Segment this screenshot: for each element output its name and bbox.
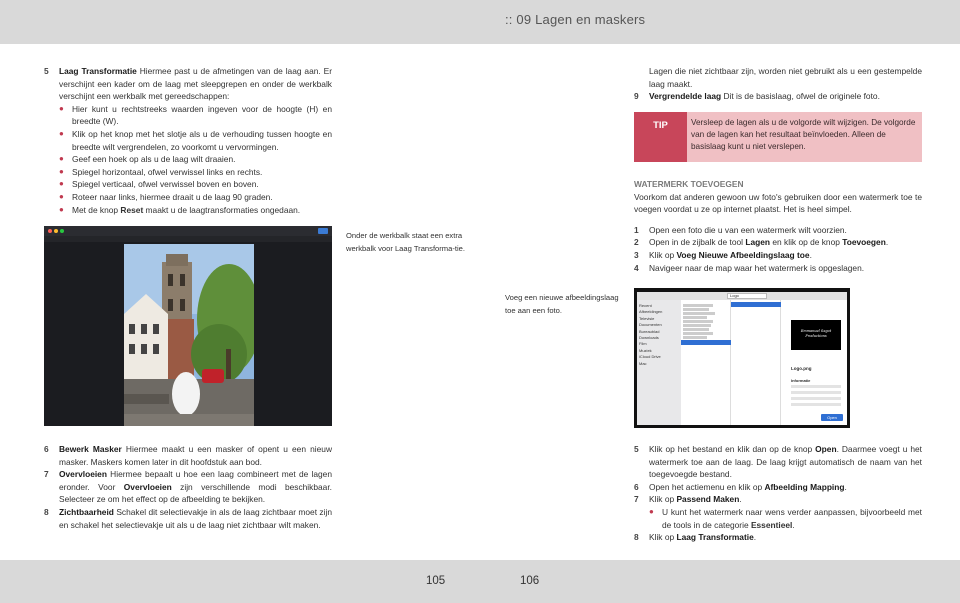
open-button[interactable]: Open (821, 414, 843, 421)
term: Laag Transformatie (59, 66, 137, 76)
left-page-bottom-text (44, 443, 332, 531)
list-item-8b: 8 Klik op Laag Transformatie. (634, 532, 757, 543)
sidebar-item[interactable]: Bureaublad (639, 328, 660, 334)
folder-popup[interactable]: Logo (727, 293, 767, 299)
bullet-item: ● U kunt het watermerk naar wens verder aanpassen, bijvoorbeeld met de tools in de categorie Essentieel. (649, 506, 922, 530)
chapter-title: :: 09 Lagen en maskers (505, 12, 646, 27)
file-dialog-screenshot (634, 288, 850, 428)
steps-list (634, 224, 922, 274)
bullet-item: ● Spiegel horizontaal, ofwel verwissel links en rechts. (59, 166, 263, 177)
watermark-section (634, 178, 922, 274)
sidebar-item[interactable]: Muziek (639, 347, 652, 353)
list-item-7: 7 Overvloeien Hiermee bepaalt u hoe een laag combineert met de lagen eronder. Voor Overvloeien zijn verschillende modi beschikbaar. Selecteer ze om het effect op de afbeelding te bekijken. (44, 469, 332, 505)
step-item: 4 Navigeer naar de map waar het watermerk is opgeslagen. (634, 262, 865, 273)
tip-label: TIP (634, 112, 687, 162)
column-2 (731, 300, 781, 425)
left-page-top-text (44, 65, 332, 216)
page-number-left: 105 (426, 575, 446, 587)
watermark-preview: Emmanuel Sagot Productions (791, 320, 841, 350)
page-number-right: 106 (520, 575, 540, 587)
sidebar-item[interactable]: Film (639, 341, 647, 347)
list-item-6: 6 Bewerk Masker Hiermee maakt u een masker of opent u een nieuw masker. Maskers komen later in dit hoofdstuk aan bod. (44, 444, 333, 467)
dialog-sidebar (637, 300, 681, 425)
tip-text: Versleep de lagen als u de volgorde wilt wijzigen. De volgorde van de lagen kan het resultaat beïnvloeden. Alleen de basislaag kunt u niet verslepen. (687, 112, 922, 162)
section-heading: WATERMERK TOEVOEGEN (634, 179, 744, 189)
bullet-item: ● Spiegel verticaal, ofwel verwissel boven en boven. (59, 179, 259, 190)
list-item-9: 9 Vergrendelde laag Dit is de basislaag, ofwel de originele foto. (634, 91, 880, 102)
step-item: 1 Open een foto die u van een watermerk wilt voorzien. (634, 224, 847, 235)
bullet-item: ● Klik op het knop met het slotje als u de verhouding tussen hoogte en breedte wilt vergrendelen, zo voorkomt u vervormingen. (59, 128, 332, 152)
file-dialog (637, 292, 847, 425)
bullet-item: ● Met de knop Reset maakt u de laagtransformaties ongedaan. (59, 204, 301, 215)
sidebar-item[interactable]: Downloads (639, 335, 659, 341)
bullet-item: ● Hier kunt u rechtstreeks waarden ingeven voor de hoogte (H) en breedte (W). (59, 103, 332, 127)
right-page-bottom-text (634, 443, 922, 544)
step-item: 7 Klik op Passend Maken. (634, 494, 742, 505)
bullet-item: ● Roteer naar links, hiermee draait u de laag 90 graden. (59, 191, 273, 202)
right-page-top-text (634, 65, 922, 103)
sidebar-item[interactable]: Recent (639, 303, 652, 308)
step-item: 2 Open in de zijbalk de tool Lagen en klik op de knop Toevoegen. (634, 237, 889, 248)
continued-text: Lagen die niet zichtbaar zijn, worden niet gebruikt als u een gestempelde laag maakt. (649, 66, 922, 89)
list-item-8: 8 Zichtbaarheid Schakel dit selectievakje in als de laag zichtbaar moet zijn en schakel het selectievakje uit als u de laag niet zichtbaar wilt maken. (44, 506, 332, 530)
sidebar-item[interactable]: Documenten (639, 322, 662, 328)
caption-toolbar: Onder de werkbalk staat een extra werkbalk voor Laag Transforma-tie. (346, 231, 466, 253)
step-item: 6 Open het actiemenu en klik op Afbeelding Mapping. (634, 481, 847, 492)
bullet-list (44, 103, 332, 216)
info-title: Informatie (791, 378, 811, 383)
church-photo (124, 244, 254, 426)
caption-new-layer: Voeg een nieuwe afbeeldingslaag toe aan een foto. (505, 293, 619, 315)
sidebar-item[interactable]: Afbeeldingen (639, 309, 663, 315)
editor-toolbar (44, 226, 332, 236)
header-band (0, 0, 960, 44)
preview-pane (781, 300, 847, 425)
list-item-5: 5 Laag Transformatie Hiermee past u de afmetingen van de laag aan. Er verschijnt een kader om de laag met sleepgrepen en onder de werkbalk verschijnt een werkbalk met gereedschappen: (44, 66, 332, 102)
section-intro: Voorkom dat anderen gewoon uw foto's gebruiken door een watermerk toe te voegen voordat u ze op internet plaatst. Het is heel simpel. (634, 191, 922, 215)
tip-box (634, 112, 922, 162)
step-item: 3 Klik op Voeg Nieuwe Afbeeldingslaag toe. (634, 249, 812, 260)
photo-editor-screenshot (44, 226, 332, 426)
sidebar-item[interactable]: iCloud Drive (639, 354, 661, 360)
steps-list-2 (634, 443, 922, 506)
column-1 (681, 300, 731, 425)
footer-band (0, 560, 960, 603)
step-item: 5 Klik op het bestand en klik dan op de knop Open. Daarmee voegt u het watermerk toe aan de laag. De laag krijgt automatisch de naam van het toegevoegde bestand. (634, 444, 923, 480)
bullet-item: ● Geef een hoek op als u de laag wilt draaien. (59, 154, 236, 165)
sidebar-item[interactable]: Televisie (639, 315, 655, 321)
sidebar-item[interactable]: Mac (639, 360, 647, 366)
file-name: Logo.png (791, 366, 812, 371)
